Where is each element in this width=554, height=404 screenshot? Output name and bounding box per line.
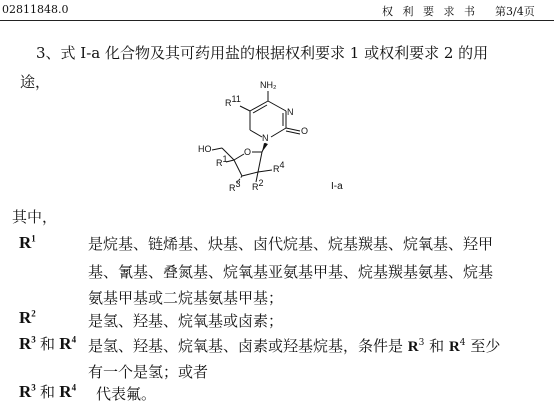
bond <box>250 130 262 137</box>
page-number: 第3/4页 <box>495 5 535 18</box>
bond <box>268 101 286 111</box>
atom-r1: R1 <box>216 154 228 168</box>
bond <box>234 160 242 176</box>
r1-definition-line-1: 是烷基、链烯基、炔基、卤代烷基、烷基羰基、烷氧基、羟甲 <box>88 235 494 253</box>
bond <box>258 170 272 172</box>
atom-r3: R3 <box>229 179 241 193</box>
bond <box>258 152 262 172</box>
atom-r11: R11 <box>225 94 241 108</box>
atom-o-carbonyl: O <box>301 126 309 136</box>
bond <box>212 148 222 150</box>
r2-label: $R^2$ <box>19 308 36 327</box>
r3-r4-definition-line-2: 有一个是氢；或者 <box>88 363 209 381</box>
atom-ho: HO <box>198 144 212 154</box>
atom-nh2: NH₂ <box>260 80 277 90</box>
doc-type: 权 利 要 求 书 <box>382 5 478 18</box>
structure-label: I-a <box>331 181 343 192</box>
r2-definition: 是氢、羟基、烷氧基或卤素； <box>88 312 284 330</box>
wedge-bond <box>262 143 268 152</box>
atom-n3: N <box>287 107 294 117</box>
bond <box>253 105 267 113</box>
bond <box>234 154 244 160</box>
claim-line-2: 途， <box>20 73 51 91</box>
definitions-intro: 其中， <box>12 208 58 226</box>
bond <box>286 131 300 134</box>
atom-n1: N <box>262 133 269 143</box>
bond <box>242 172 258 176</box>
bond <box>271 128 286 137</box>
atom-o-ring: O <box>244 147 252 157</box>
r1-label: $R^1$ <box>19 233 36 252</box>
r3-r4-label: $R^3$ 和 $R^4$ <box>19 334 77 353</box>
r1-definition-line-3: 氨基甲基或二烷基氨基甲基； <box>88 289 284 307</box>
bond <box>240 106 250 111</box>
claim-line-1: 3、式 I-a 化合物及其可药用盐的根据权利要求 1 或权利要求 2 的用 <box>36 44 489 62</box>
r3-r4-definition-line-1: 是氢、羟基、烷氧基、卤素或羟基烷基，条件是 $R^3$ 和 $R^4$ 至少 <box>88 337 501 355</box>
bond <box>286 128 300 131</box>
doc-number: 02811848.0 <box>2 3 69 16</box>
r3-r4-alt-definition: 代表氟。 <box>96 385 157 403</box>
r3-r4-alt-label: $R^3$ 和 $R^4$ <box>19 382 77 401</box>
atom-r2: R2 <box>252 178 264 192</box>
r1-definition-line-2: 基、氰基、叠氮基、烷氧基亚氨基甲基、烷基羰基氨基、烷基 <box>88 263 494 281</box>
atom-r4: R4 <box>273 160 285 174</box>
